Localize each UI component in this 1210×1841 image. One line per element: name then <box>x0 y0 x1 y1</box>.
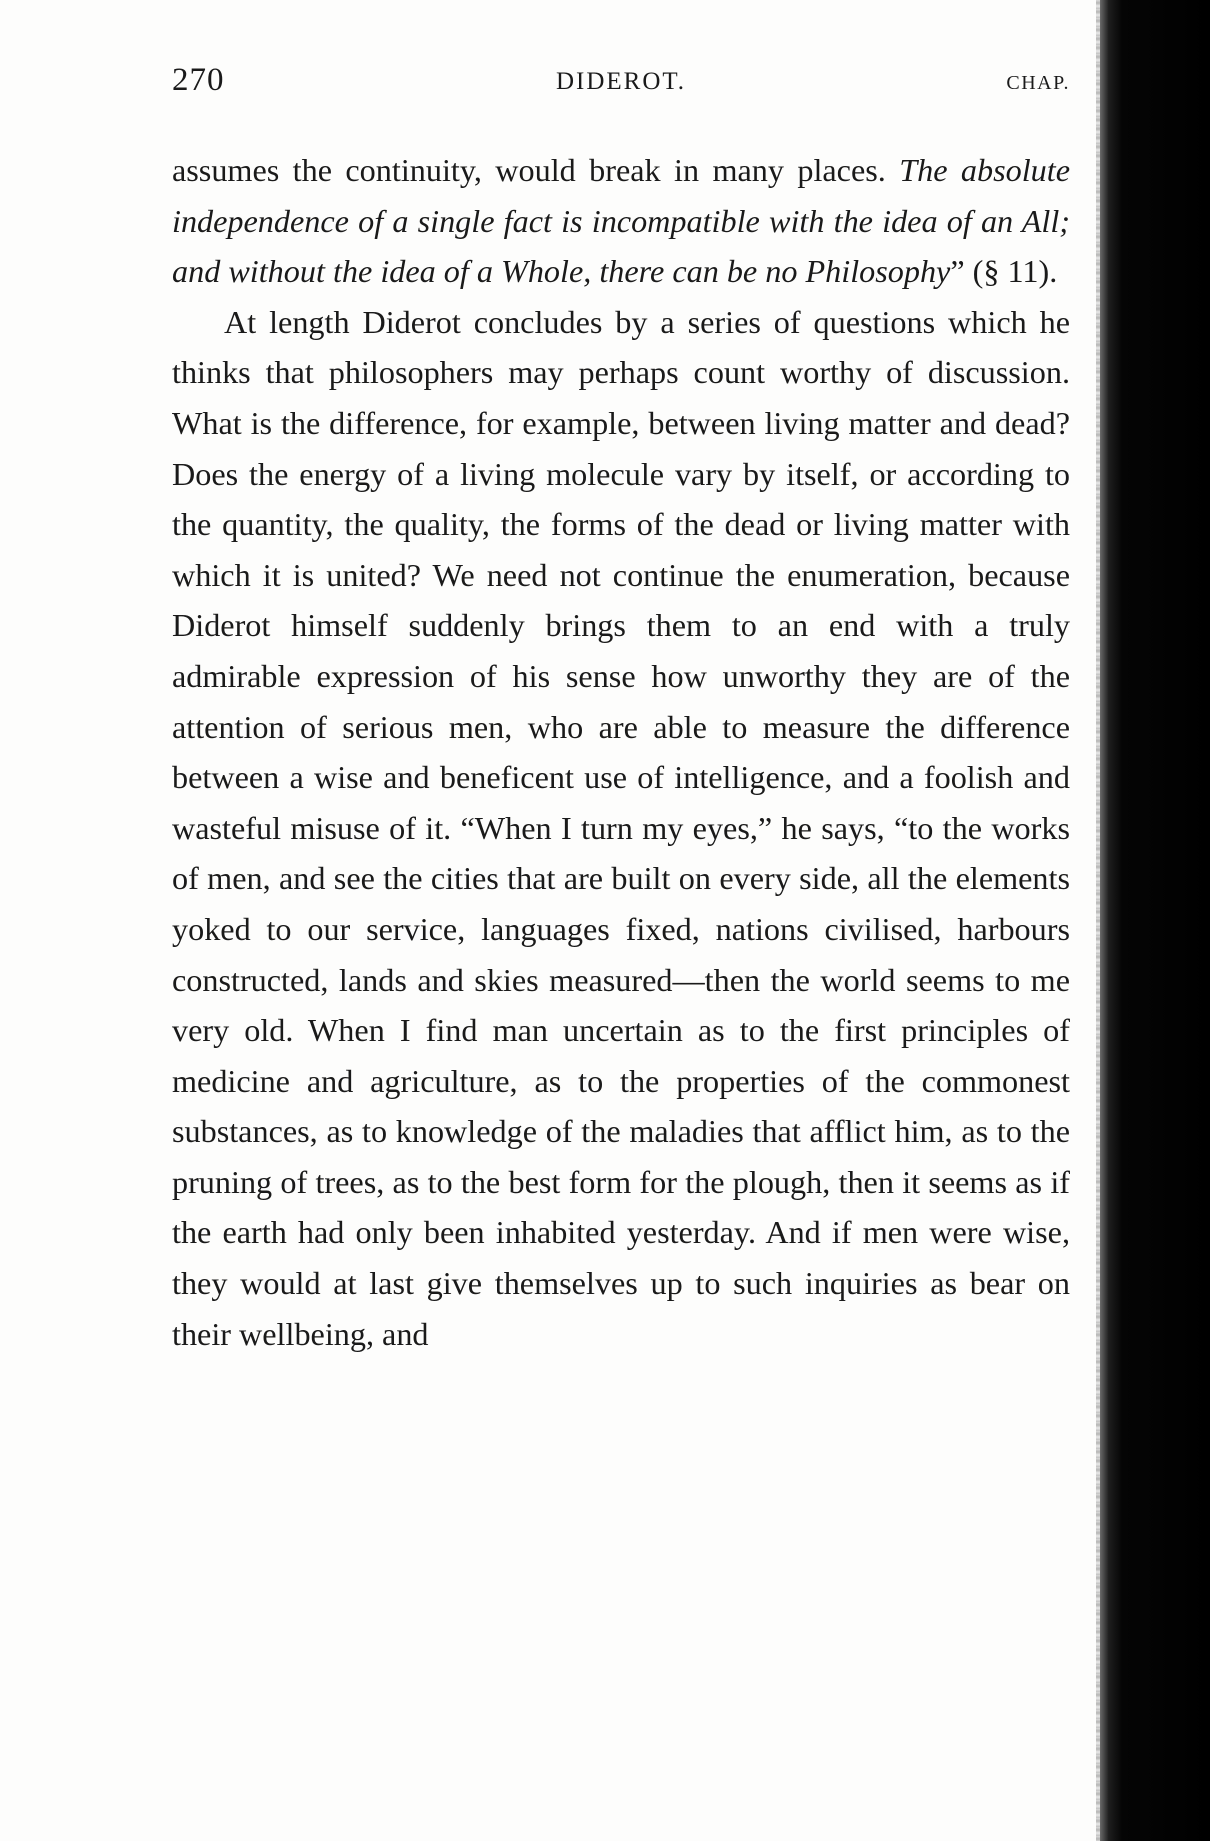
scan-dark-edge <box>1100 0 1210 1841</box>
page-header <box>172 62 1070 112</box>
paragraph-continuation <box>172 145 1070 297</box>
paragraph: At length Diderot concludes by a series of questions which he thinks that philosophers may perhaps count worthy of discussion. What is the difference, for example, between living matter and dead? Does the energy of a living molecule vary by itself, or according to the quantity, the quality, the forms of the dead or living matter with which it is united? We need not continue the enumeration, because Diderot himself suddenly brings them to an end with a truly admirable expression of his sense how unworthy they are of the attention of serious men, who are able to measure the difference between a wise and beneficent use of intelligence, and a foolish and wasteful misuse of it. “When I turn my eyes,” he says, “to the works of men, and see the cities that are built on every side, all the elements yoked to our service, languages fixed, nations civilised, harbours constructed, lands and skies measured—then the world seems to me very old. When I find man uncertain as to the first principles of medicine and agriculture, as to the properties of the commonest substances, as to knowledge of the maladies that afflict him, as to the pruning of trees, as to the best form for the plough, then it seems as if the earth had only been inhabited yesterday. And if men were wise, they would at last give themselves up to such inquiries as bear on their wellbeing, and <box>172 303 1070 1352</box>
chapter-label: CHAP. <box>1006 72 1070 94</box>
page-number: 270 <box>172 62 225 98</box>
paragraph-closing: ” (§ 11). <box>950 253 1058 290</box>
paragraph-opening: assumes the continuity, would break in many places. <box>172 152 886 188</box>
body-text <box>172 145 1070 1359</box>
running-title: DIDEROT. <box>555 68 687 95</box>
italic-quote: The absolute independence of a single fact is incompatible with the idea of an All; and without the idea of a Whole, there can be no Philosophy <box>172 152 1071 290</box>
